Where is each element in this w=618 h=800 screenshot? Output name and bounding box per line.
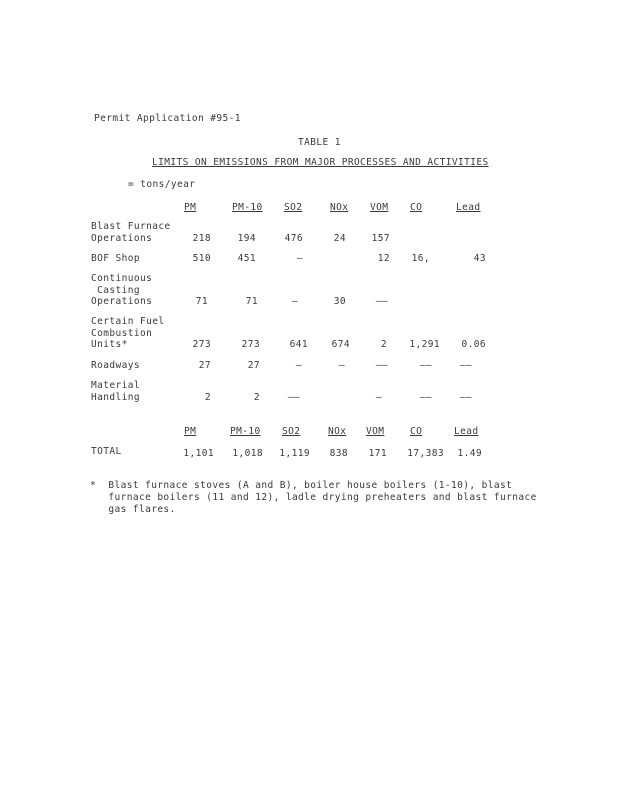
col-header-nox: NOx: [330, 202, 349, 213]
col-header-lead: Lead: [456, 202, 481, 213]
cell-so2: 641: [289, 339, 308, 350]
col-header-co: CO: [410, 426, 423, 437]
col-header-pm10: PM-10: [232, 202, 263, 213]
col-header-lead: Lead: [454, 426, 479, 437]
row-label: Material Handling: [91, 380, 140, 403]
cell-co: 1,291: [409, 339, 440, 350]
cell-pm: 218: [192, 233, 211, 244]
total-pm: 1,101: [183, 448, 214, 459]
col-header-so2: SO2: [282, 426, 301, 437]
total-vom: 171: [368, 448, 387, 459]
cell-vom: 157: [371, 233, 390, 244]
cell-co: ––: [419, 360, 432, 371]
total-co: 17,383: [407, 448, 444, 459]
cell-nox: 24: [333, 233, 346, 244]
table-label: TABLE 1: [298, 137, 341, 148]
cell-pm: 27: [198, 360, 211, 371]
total-lead: 1.49: [457, 448, 482, 459]
total-so2: 1,119: [279, 448, 310, 459]
footnote: * Blast furnace stoves (A and B), boiler house boilers (1-10), blast furnace boilers (11 and 12), ladle drying preheaters and blast furnace gas flares.: [90, 480, 537, 515]
cell-co: ––: [419, 392, 432, 403]
row-label: Certain Fuel Combustion Units*: [91, 316, 165, 350]
row-label: Continuous Casting Operations: [91, 273, 153, 307]
cell-so2: –: [296, 253, 303, 264]
col-header-pm: PM: [184, 426, 197, 437]
cell-so2: –: [295, 360, 302, 371]
cell-vom: –: [375, 392, 382, 403]
col-header-pm10: PM-10: [230, 426, 261, 437]
cell-vom: 12: [377, 253, 390, 264]
cell-pm10: 2: [253, 392, 260, 403]
col-header-co: CO: [410, 202, 423, 213]
cell-pm10: 194: [237, 233, 256, 244]
cell-pm: 510: [192, 253, 211, 264]
col-header-so2: SO2: [284, 202, 303, 213]
total-nox: 838: [329, 448, 348, 459]
cell-co: 16,: [411, 253, 430, 264]
cell-nox: –: [338, 360, 345, 371]
cell-so2: 476: [284, 233, 303, 244]
row-label: Roadways: [91, 360, 140, 371]
cell-nox: 30: [333, 296, 346, 307]
cell-pm: 2: [204, 392, 211, 403]
total-label: TOTAL: [91, 446, 122, 457]
cell-pm: 273: [192, 339, 211, 350]
col-header-pm: PM: [184, 202, 197, 213]
cell-pm10: 71: [245, 296, 258, 307]
cell-so2: ––: [287, 392, 300, 403]
col-header-vom: VOM: [366, 426, 385, 437]
cell-pm10: 451: [237, 253, 256, 264]
cell-vom: 2: [380, 339, 387, 350]
total-pm10: 1,018: [232, 448, 263, 459]
cell-vom: ––: [375, 296, 388, 307]
cell-lead: 43: [473, 253, 486, 264]
cell-vom: ––: [375, 360, 388, 371]
cell-so2: –: [291, 296, 298, 307]
cell-lead: ––: [459, 360, 472, 371]
col-header-vom: VOM: [370, 202, 389, 213]
table-title: LIMITS ON EMISSIONS FROM MAJOR PROCESSES AND ACTIVITIES: [152, 157, 489, 168]
row-label: Blast Furnace Operations: [91, 221, 171, 244]
permit-header: Permit Application #95-1: [94, 113, 241, 124]
units-note: = tons/year: [128, 179, 196, 190]
cell-pm: 71: [195, 296, 208, 307]
cell-pm10: 27: [247, 360, 260, 371]
cell-lead: ––: [459, 392, 472, 403]
col-header-nox: NOx: [328, 426, 347, 437]
row-label: BOF Shop: [91, 253, 140, 264]
cell-pm10: 273: [241, 339, 260, 350]
cell-nox: 674: [331, 339, 350, 350]
cell-lead: 0.06: [461, 339, 486, 350]
